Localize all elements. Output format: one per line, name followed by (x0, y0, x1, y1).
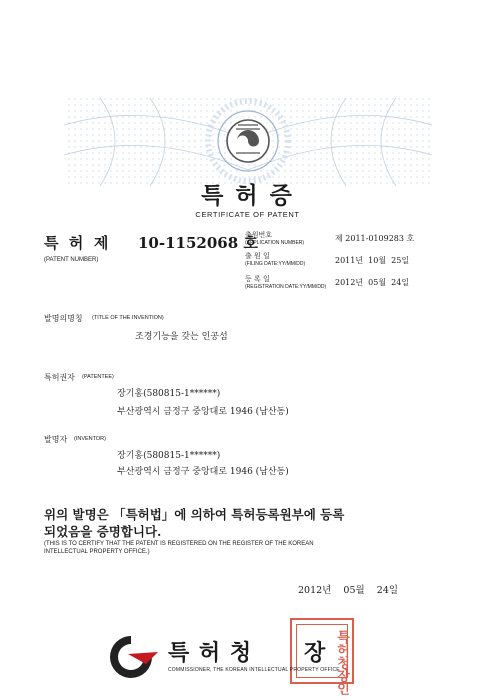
invention-title-value: 조경기능을 갖는 인공섬 (135, 332, 228, 342)
certificate-title: 특 허 증 (201, 182, 294, 209)
application-number-value: 제 2011-0109283 호 (335, 234, 415, 243)
kipo-logo-icon (106, 632, 160, 678)
application-number-label-en: (APPLICATION NUMBER) (245, 240, 305, 246)
statement-line-1: 위의 발명은 「특허법」에 의하여 특허등록원부에 등록 (44, 507, 345, 522)
office-name-en: COMMISSIONER, THE KOREAN INTELLECTUAL PROPERTY OFFICE (168, 667, 340, 673)
patentee-address: 부산광역시 금정구 중앙대로 1946 (남산동) (117, 407, 289, 417)
certificate-subtitle: CERTIFICATE OF PATENT (195, 210, 300, 219)
filing-date-label: 출 원 일 (245, 252, 270, 260)
filing-date-label-en: (FILING DATE:YY/MM/DD) (245, 261, 306, 267)
inventor-name: 장기홍(580815-1******) (117, 451, 221, 461)
invention-title-label: 발명의명칭 (44, 314, 83, 323)
inventor-label-en: (INVENTOR) (74, 436, 106, 442)
registration-date-label-en: (REGISTRATION DATE:YY/MM/DD) (245, 284, 327, 290)
statement-en-line-2: INTELLECTUAL PROPERTY OFFICE.) (44, 549, 150, 555)
registration-date-value: 2012년 05월 24일 (335, 278, 410, 287)
inventor-address: 부산광역시 금정구 중앙대로 1946 (남산동) (117, 467, 289, 477)
application-number-label: 출원번호 (245, 231, 273, 239)
office-name: 특 허 청 (168, 640, 253, 666)
statement-en-line-1: (THIS IS TO CERTIFY THAT THE PATENT IS REGISTERED ON THE REGISTER OF THE KOREAN (44, 541, 314, 547)
office-suffix: 장 (304, 640, 326, 666)
issue-date: 2012년 05월 24일 (298, 585, 399, 596)
patent-number-value: 10-1152068 호 (138, 234, 258, 252)
patentee-label-en: (PATENTEE) (82, 374, 114, 380)
patentee-name: 장기홍(580815-1******) (117, 389, 221, 399)
inventor-label: 발명자 (44, 435, 68, 444)
invention-title-label-en: (TITLE OF THE INVENTION) (92, 315, 164, 321)
statement-line-2: 되었음을 증명합니다. (44, 524, 162, 539)
patent-number-label: 특 허 제 (44, 234, 109, 252)
patentee-label: 특허권자 (44, 373, 75, 382)
seal-text: 특허청장인 (334, 630, 349, 695)
registration-date-label: 등 록 일 (245, 275, 270, 283)
patent-number-label-en: (PATENT NUMBER) (44, 257, 99, 263)
filing-date-value: 2011년 10월 25일 (335, 256, 410, 265)
